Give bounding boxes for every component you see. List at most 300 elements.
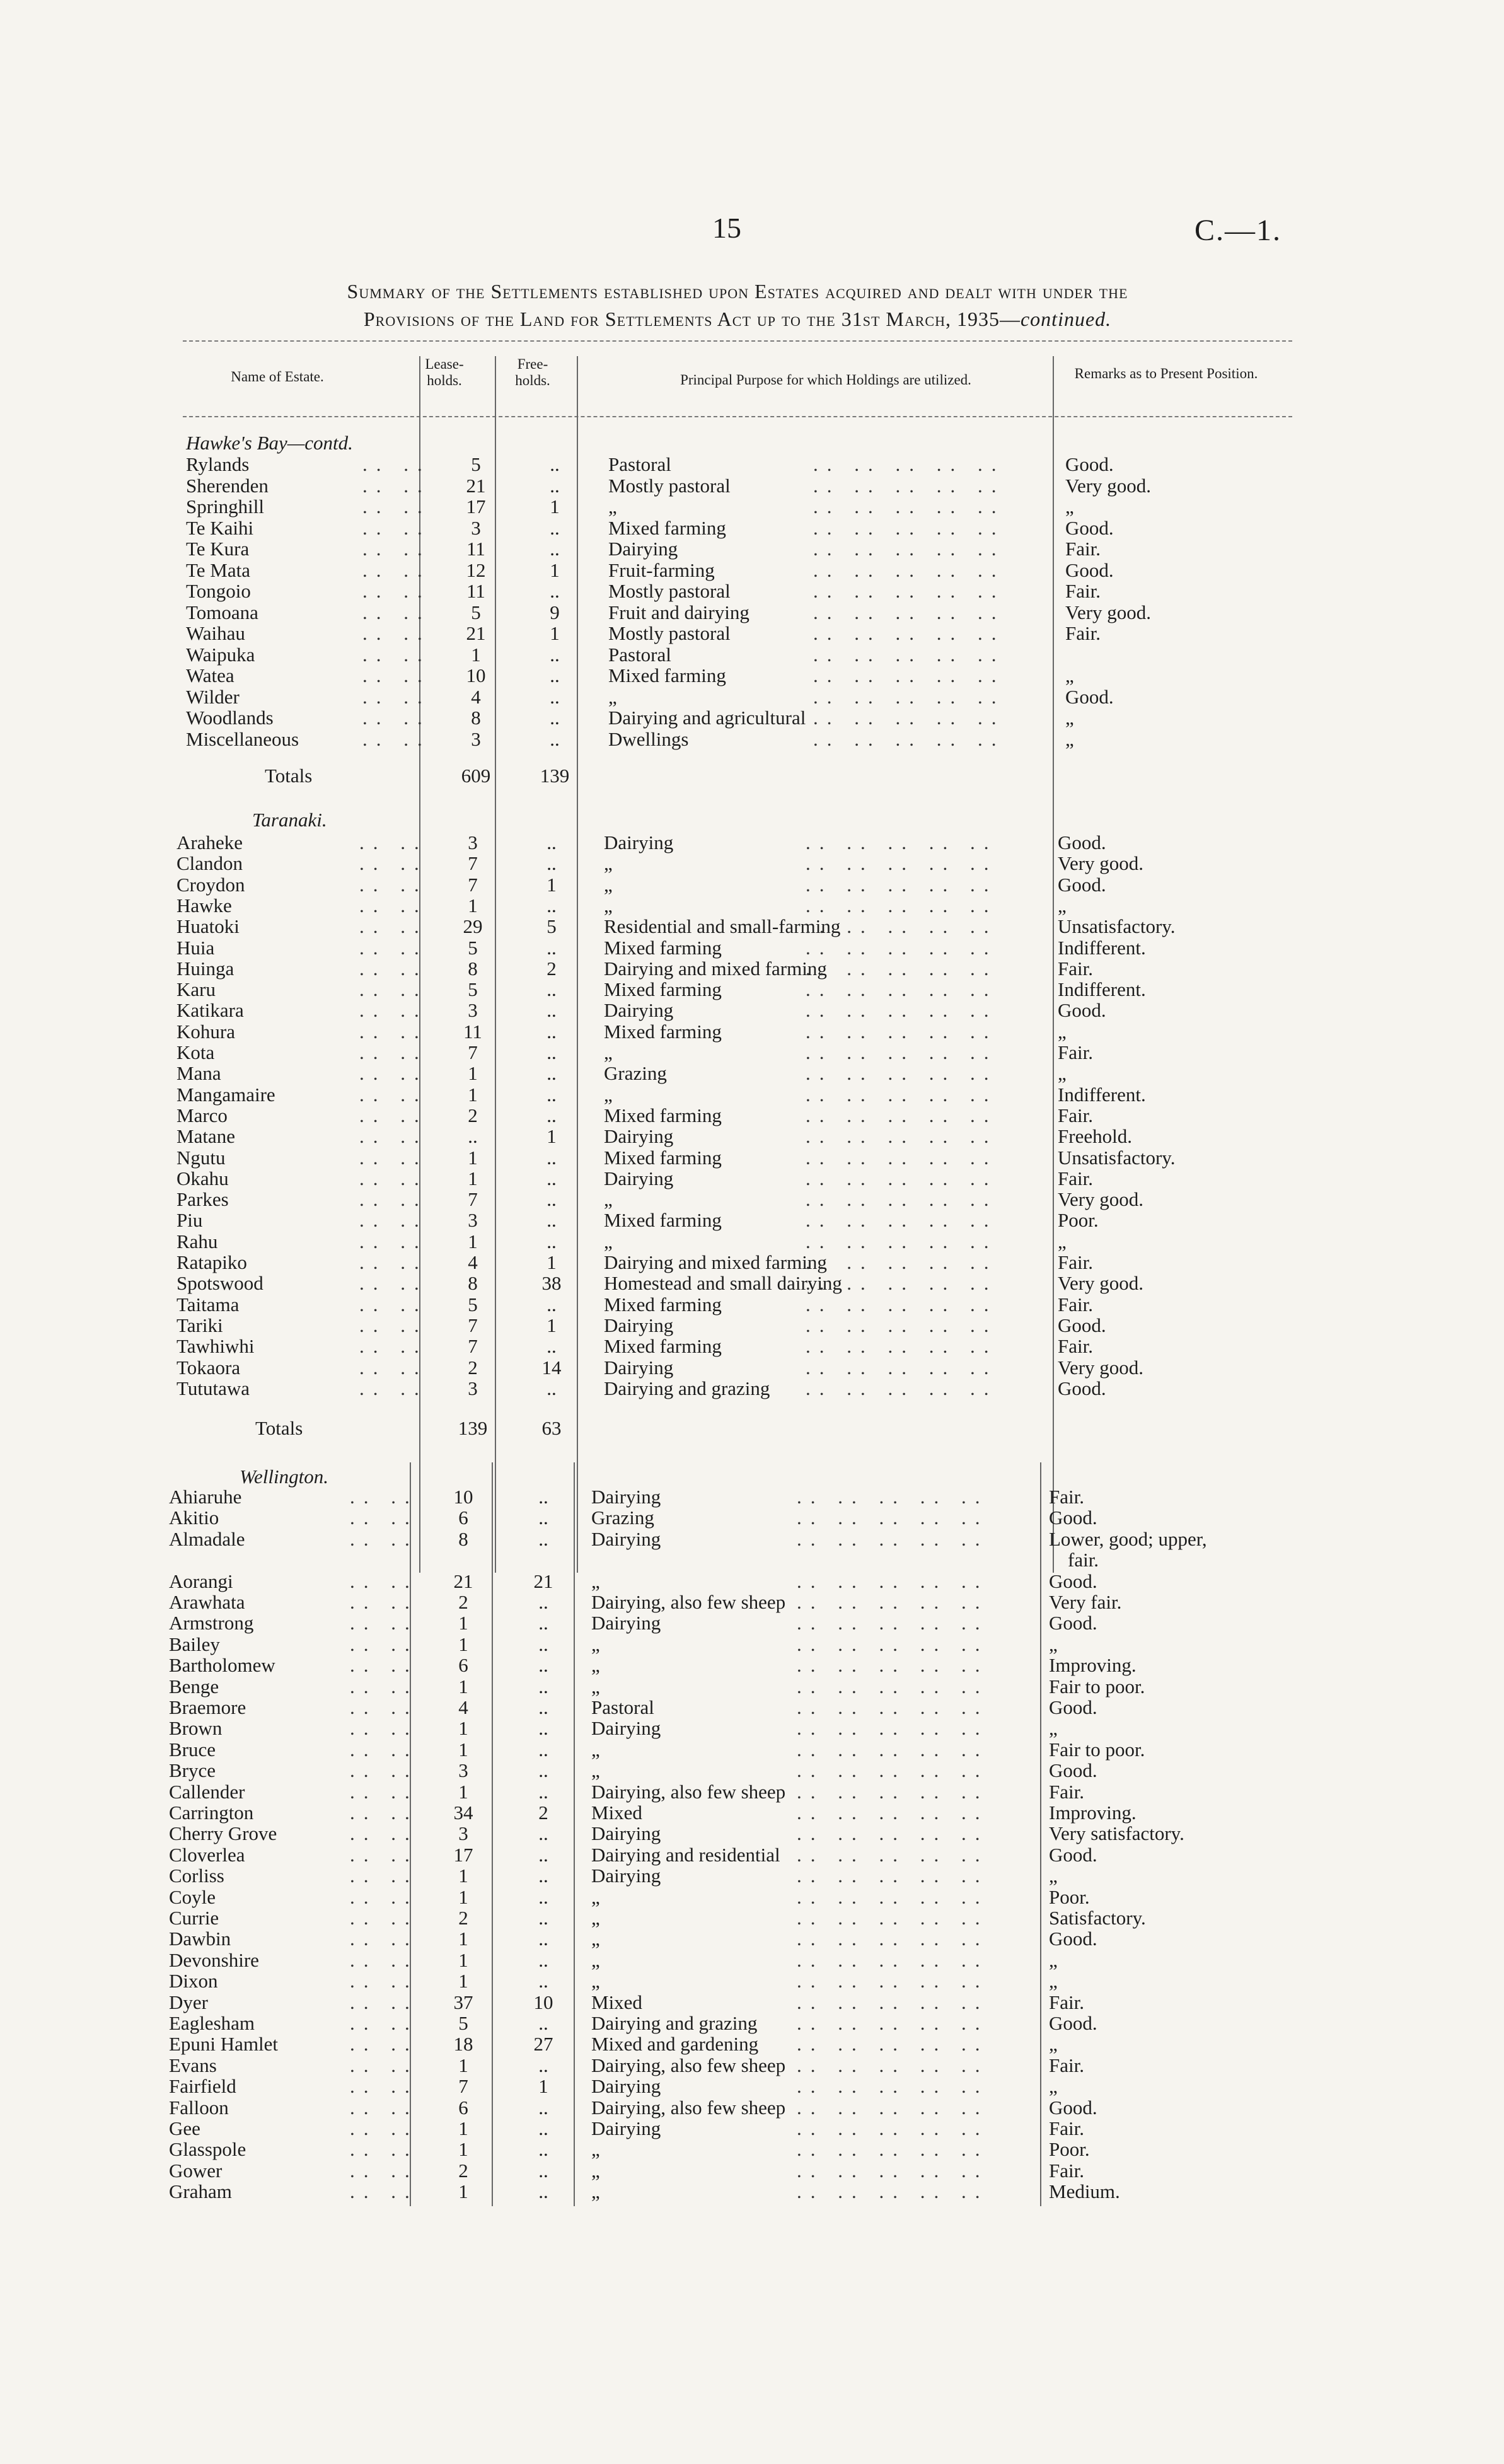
estate-name: Benge xyxy=(169,1675,219,1698)
table-row xyxy=(0,1760,1504,1781)
table-row xyxy=(0,1336,1504,1356)
estate-name: Dyer xyxy=(169,1991,208,2013)
remark-value: Good. xyxy=(1049,1570,1097,1592)
purpose-leader-dots: .. .. .. .. .. xyxy=(806,957,998,980)
table-row xyxy=(0,1718,1504,1738)
remark-value: „ xyxy=(1065,727,1074,750)
remark-value: Good. xyxy=(1049,2012,1097,2034)
remark-value: „ xyxy=(1049,1633,1058,1655)
table-row xyxy=(0,832,1504,853)
purpose-leader-dots: .. .. .. .. .. xyxy=(813,685,1005,708)
name-leader-dots: .. .. xyxy=(359,831,428,853)
purpose-value: Dairying and residential xyxy=(591,1843,780,1866)
estate-name: Kohura xyxy=(176,1020,235,1043)
table-row xyxy=(0,1105,1504,1126)
remark-value: Good. xyxy=(1049,1612,1097,1634)
freeholds-value: .. xyxy=(550,664,560,686)
name-leader-dots: .. .. xyxy=(350,1591,419,1613)
freeholds-value: .. xyxy=(538,1843,548,1866)
freeholds-value: .. xyxy=(538,2054,548,2076)
estate-name: Coyle xyxy=(169,1885,216,1908)
name-leader-dots: .. .. xyxy=(350,1948,419,1971)
leaseholds-value: 11 xyxy=(466,538,485,560)
freeholds-value: .. xyxy=(547,1104,557,1126)
estate-name: Tawhiwhi xyxy=(176,1335,255,1358)
table-row xyxy=(0,1000,1504,1021)
purpose-leader-dots: .. .. .. .. .. xyxy=(797,1675,989,1698)
name-leader-dots: .. .. xyxy=(350,1527,419,1550)
table-row xyxy=(0,538,1504,559)
estate-name: Huinga xyxy=(176,957,234,980)
purpose-value: Pastoral xyxy=(608,453,671,475)
table-row xyxy=(0,979,1504,1000)
name-leader-dots: .. .. xyxy=(359,1062,428,1085)
estate-name: Graham xyxy=(169,2180,232,2203)
purpose-value: Dairying, also few sheep xyxy=(591,2054,786,2076)
name-leader-dots: .. .. xyxy=(350,2096,419,2119)
purpose-leader-dots: .. .. .. .. .. xyxy=(806,1104,998,1126)
estate-name: Bruce xyxy=(169,1738,216,1761)
totals-leaseholds: 609 xyxy=(461,765,491,787)
leaseholds-value: 1 xyxy=(468,1146,478,1169)
name-leader-dots: .. .. xyxy=(350,1654,419,1677)
table-row xyxy=(0,475,1504,496)
name-leader-dots: .. .. xyxy=(362,622,431,644)
remark-value: Fair. xyxy=(1058,1251,1093,1273)
leaseholds-value: 11 xyxy=(466,580,485,602)
leaseholds-value: 17 xyxy=(453,1843,473,1866)
name-leader-dots: .. .. xyxy=(350,1802,419,1824)
wellington-heading: Wellington. xyxy=(240,1466,328,1488)
name-leader-dots: .. .. xyxy=(359,915,428,938)
purpose-leader-dots: .. .. .. .. .. xyxy=(797,1612,989,1634)
freeholds-value: .. xyxy=(538,1612,548,1634)
leaseholds-value: 37 xyxy=(453,1991,473,2013)
freeholds-value: .. xyxy=(547,999,557,1022)
name-leader-dots: .. .. xyxy=(359,873,428,896)
purpose-value: „ xyxy=(604,1188,613,1211)
freeholds-value: .. xyxy=(550,453,560,475)
purpose-leader-dots: .. .. .. .. .. xyxy=(797,1948,989,1971)
purpose-value: „ xyxy=(591,1675,600,1698)
purpose-leader-dots: .. .. .. .. .. xyxy=(797,2096,989,2119)
remark-value: Good. xyxy=(1058,831,1106,853)
remark-value: Fair to poor. xyxy=(1049,1738,1145,1761)
purpose-leader-dots: .. .. .. .. .. xyxy=(797,1527,989,1550)
remark-value: Unsatisfactory. xyxy=(1058,915,1176,938)
estate-name: Okahu xyxy=(176,1167,229,1189)
purpose-value: „ xyxy=(591,2159,600,2182)
freeholds-value: .. xyxy=(538,1717,548,1740)
estate-name: Mangamaire xyxy=(176,1083,275,1106)
purpose-value: „ xyxy=(604,852,613,875)
name-leader-dots: .. .. xyxy=(359,1104,428,1126)
purpose-value: Mixed xyxy=(591,1802,642,1824)
name-leader-dots: .. .. xyxy=(359,852,428,875)
estate-name: Woodlands xyxy=(186,707,274,729)
estate-name: Matane xyxy=(176,1125,235,1148)
freeholds-value: .. xyxy=(538,1654,548,1677)
estate-name: Te Kaihi xyxy=(186,516,254,539)
remark-value: Fair. xyxy=(1065,538,1101,560)
table-row xyxy=(0,1887,1504,1907)
purpose-value: Dairying and grazing xyxy=(591,2012,758,2034)
freeholds-value: 1 xyxy=(550,622,560,644)
totals-row xyxy=(0,765,1504,786)
table-row xyxy=(0,1168,1504,1189)
name-leader-dots: .. .. xyxy=(350,2012,419,2034)
estate-name: Marco xyxy=(176,1104,228,1126)
purpose-leader-dots: .. .. .. .. .. xyxy=(797,1591,989,1613)
remark-value: Fair. xyxy=(1058,1167,1093,1189)
remark-value: Good. xyxy=(1058,999,1106,1022)
table-row xyxy=(0,581,1504,601)
purpose-leader-dots: .. .. .. .. .. xyxy=(806,1188,998,1211)
freeholds-value: .. xyxy=(547,852,557,875)
purpose-value: Dairying xyxy=(604,999,674,1022)
name-leader-dots: .. .. xyxy=(350,1507,419,1529)
purpose-value: „ xyxy=(608,685,617,708)
leaseholds-value: 3 xyxy=(458,1822,468,1845)
remark-value: Fair. xyxy=(1058,1335,1093,1358)
purpose-value: „ xyxy=(608,495,617,518)
purpose-value: Pastoral xyxy=(608,643,671,666)
purpose-value: Dairying xyxy=(591,1865,661,1887)
purpose-value: Dairying xyxy=(591,1822,661,1845)
freeholds-value: .. xyxy=(538,2159,548,2182)
freeholds-value: .. xyxy=(547,1020,557,1043)
table-row xyxy=(0,1507,1504,1528)
purpose-value: Dairying xyxy=(604,1125,674,1148)
estate-name: Cherry Grove xyxy=(169,1822,277,1845)
table-row xyxy=(0,1571,1504,1592)
freeholds-value: .. xyxy=(538,1696,548,1718)
estate-name: Huia xyxy=(176,936,215,959)
table-row xyxy=(0,665,1504,686)
freeholds-value: .. xyxy=(547,1209,557,1232)
purpose-value: Mixed farming xyxy=(604,978,722,1001)
leaseholds-value: 3 xyxy=(471,516,481,539)
purpose-leader-dots: .. .. .. .. .. xyxy=(806,873,998,896)
remark-value: Good. xyxy=(1058,1314,1106,1336)
estate-name: Piu xyxy=(176,1209,203,1232)
estate-name: Bryce xyxy=(169,1759,216,1782)
leaseholds-value: 7 xyxy=(468,852,478,875)
header-remarks: Remarks as to Present Position. xyxy=(1074,366,1258,381)
leaseholds-value: 1 xyxy=(458,1633,468,1655)
leaseholds-value: 1 xyxy=(458,2117,468,2139)
table-row xyxy=(0,1189,1504,1210)
purpose-value: Dairying xyxy=(591,1486,661,1508)
leaseholds-value: 7 xyxy=(468,1314,478,1336)
estate-name: Gee xyxy=(169,2117,200,2139)
name-leader-dots: .. .. xyxy=(350,1570,419,1592)
remark-value: Poor. xyxy=(1049,1885,1090,1908)
leaseholds-value: 1 xyxy=(458,1612,468,1634)
remark-value: Unsatisfactory. xyxy=(1058,1146,1176,1169)
totals-freeholds: 139 xyxy=(540,765,570,787)
table-row xyxy=(0,1970,1504,1991)
totals-freeholds: 63 xyxy=(541,1417,562,1440)
purpose-value: Dairying xyxy=(604,1356,674,1379)
name-leader-dots: .. .. xyxy=(359,999,428,1022)
remark-value: Good. xyxy=(1065,685,1114,708)
remark-continuation: fair. xyxy=(1068,1549,1099,1571)
remark-value: „ xyxy=(1058,1230,1067,1252)
purpose-value: Dairying and grazing xyxy=(604,1377,770,1399)
estate-name: Ratapiko xyxy=(176,1251,247,1273)
estate-name: Glasspole xyxy=(169,2138,246,2161)
table-row xyxy=(0,2033,1504,2054)
estate-name: Clandon xyxy=(176,852,243,875)
purpose-value: Mixed xyxy=(591,1991,642,2013)
purpose-leader-dots: .. .. .. .. .. xyxy=(797,1802,989,1824)
freeholds-value: .. xyxy=(547,1167,557,1189)
name-leader-dots: .. .. xyxy=(359,1272,428,1295)
purpose-leader-dots: .. .. .. .. .. xyxy=(797,1633,989,1655)
purpose-leader-dots: .. .. .. .. .. xyxy=(813,727,1005,750)
freeholds-value: 1 xyxy=(547,873,557,896)
purpose-value: Fruit-farming xyxy=(608,558,715,581)
estate-name: Tokaora xyxy=(176,1356,241,1379)
leaseholds-value: 34 xyxy=(453,1802,473,1824)
leaseholds-value: 3 xyxy=(468,999,478,1022)
leaseholds-value: 1 xyxy=(458,1780,468,1803)
purpose-value: Dairying xyxy=(604,1167,674,1189)
leaseholds-value: 8 xyxy=(471,707,481,729)
purpose-leader-dots: .. .. .. .. .. xyxy=(797,1928,989,1950)
purpose-leader-dots: .. .. .. .. .. xyxy=(806,1146,998,1169)
leaseholds-value: 10 xyxy=(466,664,486,686)
leaseholds-value: 1 xyxy=(458,1865,468,1887)
purpose-value: „ xyxy=(591,1633,600,1655)
table-row xyxy=(0,1126,1504,1147)
freeholds-value: 21 xyxy=(533,1570,553,1592)
totals-label: Totals xyxy=(255,1417,303,1440)
name-leader-dots: .. .. xyxy=(359,1188,428,1211)
name-leader-dots: .. .. xyxy=(350,2117,419,2139)
purpose-value: Mostly pastoral xyxy=(608,580,731,602)
freeholds-value: 1 xyxy=(547,1251,557,1273)
purpose-leader-dots: .. .. .. .. .. xyxy=(797,1885,989,1908)
purpose-leader-dots: .. .. .. .. .. xyxy=(813,664,1005,686)
freeholds-value: 2 xyxy=(538,1802,548,1824)
purpose-leader-dots: .. .. .. .. .. xyxy=(813,643,1005,666)
freeholds-value: .. xyxy=(547,1335,557,1358)
freeholds-value: .. xyxy=(538,1507,548,1529)
header-name: Name of Estate. xyxy=(231,369,324,385)
leaseholds-value: 29 xyxy=(463,915,483,938)
name-leader-dots: .. .. xyxy=(362,685,431,708)
leaseholds-value: 2 xyxy=(458,1591,468,1613)
name-leader-dots: .. .. xyxy=(359,1314,428,1336)
freeholds-value: 1 xyxy=(547,1125,557,1148)
purpose-leader-dots: .. .. .. .. .. xyxy=(797,1654,989,1677)
freeholds-value: .. xyxy=(538,1970,548,1993)
purpose-leader-dots: .. .. .. .. .. xyxy=(797,1970,989,1993)
remark-value: Fair. xyxy=(1049,2054,1084,2076)
leaseholds-value: 1 xyxy=(468,894,478,917)
purpose-leader-dots: .. .. .. .. .. xyxy=(806,1209,998,1232)
purpose-value: Homestead and small dairying xyxy=(604,1272,842,1295)
leaseholds-value: 2 xyxy=(458,1907,468,1929)
remark-value: Fair. xyxy=(1049,1780,1084,1803)
purpose-leader-dots: .. .. .. .. .. xyxy=(797,2075,989,2098)
remark-value: Fair. xyxy=(1065,580,1101,602)
freeholds-value: 10 xyxy=(533,1991,553,2013)
remark-value: „ xyxy=(1049,2075,1058,2098)
table-row xyxy=(0,2181,1504,2202)
table-row xyxy=(0,496,1504,517)
purpose-value: Dairying, also few sheep xyxy=(591,2096,786,2119)
remark-value: Very good. xyxy=(1058,852,1144,875)
purpose-value: Mixed farming xyxy=(604,1104,722,1126)
remark-value: „ xyxy=(1049,1865,1058,1887)
leaseholds-value: 5 xyxy=(468,978,478,1001)
leaseholds-value: 10 xyxy=(453,1486,473,1508)
title-line-2-text: Provisions of the Land for Settlements Act up to the 31st March, 1935— xyxy=(363,308,1021,330)
purpose-value: Dairying xyxy=(604,831,674,853)
remark-value: Indifferent. xyxy=(1058,1083,1146,1106)
table-row xyxy=(0,1252,1504,1273)
name-leader-dots: .. .. xyxy=(350,1780,419,1803)
purpose-value: Dairying xyxy=(591,1717,661,1740)
name-leader-dots: .. .. xyxy=(362,516,431,539)
table-row xyxy=(0,1063,1504,1084)
freeholds-value: 14 xyxy=(541,1356,562,1379)
freeholds-value: .. xyxy=(538,1759,548,1782)
purpose-value: Fruit and dairying xyxy=(608,601,749,623)
name-leader-dots: .. .. xyxy=(350,1885,419,1908)
freeholds-value: .. xyxy=(547,1230,557,1252)
purpose-value: Dairying xyxy=(591,2117,661,2139)
title-line-1: Summary of the Settlements established upon Estates acquired and dealt with under the xyxy=(347,280,1128,303)
table-row xyxy=(0,2118,1504,2139)
table-row xyxy=(0,729,1504,749)
purpose-value: Dairying and mixed farming xyxy=(604,1251,827,1273)
estate-name: Eaglesham xyxy=(169,2012,255,2034)
remark-value: Fair. xyxy=(1065,622,1101,644)
estate-name: Callender xyxy=(169,1780,245,1803)
remark-value: Very good. xyxy=(1065,474,1152,497)
leaseholds-value: 3 xyxy=(468,831,478,853)
purpose-value: Mixed farming xyxy=(604,1293,722,1316)
purpose-value: Dairying xyxy=(604,1314,674,1336)
header-leaseholds: Lease-holds. xyxy=(425,356,464,388)
purpose-leader-dots: .. .. .. .. .. xyxy=(806,1272,998,1295)
purpose-leader-dots: .. .. .. .. .. xyxy=(797,2180,989,2203)
estate-name: Falloon xyxy=(169,2096,229,2119)
name-leader-dots: .. .. xyxy=(359,1083,428,1106)
purpose-leader-dots: .. .. .. .. .. xyxy=(806,1377,998,1399)
purpose-value: Pastoral xyxy=(591,1696,654,1718)
table-row xyxy=(0,1676,1504,1697)
purpose-leader-dots: .. .. .. .. .. xyxy=(797,1843,989,1866)
estate-name: Karu xyxy=(176,978,216,1001)
estate-name: Waihau xyxy=(186,622,245,644)
leaseholds-value: 7 xyxy=(468,1335,478,1358)
purpose-leader-dots: .. .. .. .. .. xyxy=(806,915,998,938)
estate-name: Tongoio xyxy=(186,580,251,602)
purpose-value: Grazing xyxy=(591,1507,654,1529)
remark-value: Good. xyxy=(1065,516,1114,539)
leaseholds-value: 6 xyxy=(458,1654,468,1677)
name-leader-dots: .. .. xyxy=(350,1717,419,1740)
estate-name: Tariki xyxy=(176,1314,223,1336)
name-leader-dots: .. .. xyxy=(362,453,431,475)
remark-value: Very good. xyxy=(1058,1272,1144,1295)
estate-name: Wilder xyxy=(186,685,240,708)
name-leader-dots: .. .. xyxy=(350,1486,419,1508)
freeholds-value: .. xyxy=(538,2138,548,2161)
estate-name: Fairfield xyxy=(169,2075,236,2098)
freeholds-value: .. xyxy=(538,1591,548,1613)
remark-value: Good. xyxy=(1049,1759,1097,1782)
page-code: C.—1. xyxy=(1195,214,1282,247)
table-row xyxy=(0,1315,1504,1336)
purpose-value: „ xyxy=(591,2138,600,2161)
name-leader-dots: .. .. xyxy=(362,538,431,560)
name-leader-dots: .. .. xyxy=(350,2138,419,2161)
name-leader-dots: .. .. xyxy=(350,1675,419,1698)
leaseholds-value: 1 xyxy=(468,1062,478,1085)
purpose-leader-dots: .. .. .. .. .. xyxy=(797,1865,989,1887)
remark-value: Indifferent. xyxy=(1058,978,1146,1001)
purpose-leader-dots: .. .. .. .. .. xyxy=(806,1020,998,1043)
leaseholds-value: 1 xyxy=(458,2138,468,2161)
leaseholds-value: 6 xyxy=(458,1507,468,1529)
table-row xyxy=(0,1844,1504,1865)
purpose-value: Mixed farming xyxy=(604,1146,722,1169)
remark-value: Good. xyxy=(1049,2096,1097,2119)
name-leader-dots: .. .. xyxy=(350,1612,419,1634)
leaseholds-value: 1 xyxy=(468,1083,478,1106)
remark-value: Fair. xyxy=(1058,1041,1093,1063)
freeholds-value: .. xyxy=(547,936,557,959)
estate-name: Braemore xyxy=(169,1696,246,1718)
purpose-value: „ xyxy=(604,1083,613,1106)
name-leader-dots: .. .. xyxy=(362,727,431,750)
leaseholds-value: 8 xyxy=(468,957,478,980)
document-title xyxy=(183,277,1292,333)
name-leader-dots: .. .. xyxy=(359,1377,428,1399)
name-leader-dots: .. .. xyxy=(362,643,431,666)
estate-name: Carrington xyxy=(169,1802,254,1824)
name-leader-dots: .. .. xyxy=(350,1991,419,2013)
remark-value: „ xyxy=(1049,1970,1058,1993)
name-leader-dots: .. .. xyxy=(359,936,428,959)
table-row xyxy=(0,1294,1504,1315)
purpose-value: Dairying, also few sheep xyxy=(591,1591,786,1613)
table-row xyxy=(0,2097,1504,2118)
totals-leaseholds: 139 xyxy=(458,1417,488,1440)
remark-value: „ xyxy=(1049,1717,1058,1740)
purpose-value: Residential and small-farming xyxy=(604,915,841,938)
freeholds-value: .. xyxy=(547,831,557,853)
remark-value: Fair to poor. xyxy=(1049,1675,1145,1698)
remark-value: Satisfactory. xyxy=(1049,1907,1146,1929)
purpose-value: Dairying xyxy=(591,1612,661,1634)
remark-value: Medium. xyxy=(1049,2180,1120,2203)
header-freeholds: Free-holds. xyxy=(515,356,550,388)
table-row xyxy=(0,1739,1504,1760)
estate-name: Parkes xyxy=(176,1188,229,1211)
table-row xyxy=(0,1655,1504,1675)
leaseholds-value: 1 xyxy=(471,643,481,666)
hawkes_bay-heading: Hawke's Bay—contd. xyxy=(186,432,353,454)
purpose-leader-dots: .. .. .. .. .. xyxy=(797,2159,989,2182)
name-leader-dots: .. .. xyxy=(359,1041,428,1063)
